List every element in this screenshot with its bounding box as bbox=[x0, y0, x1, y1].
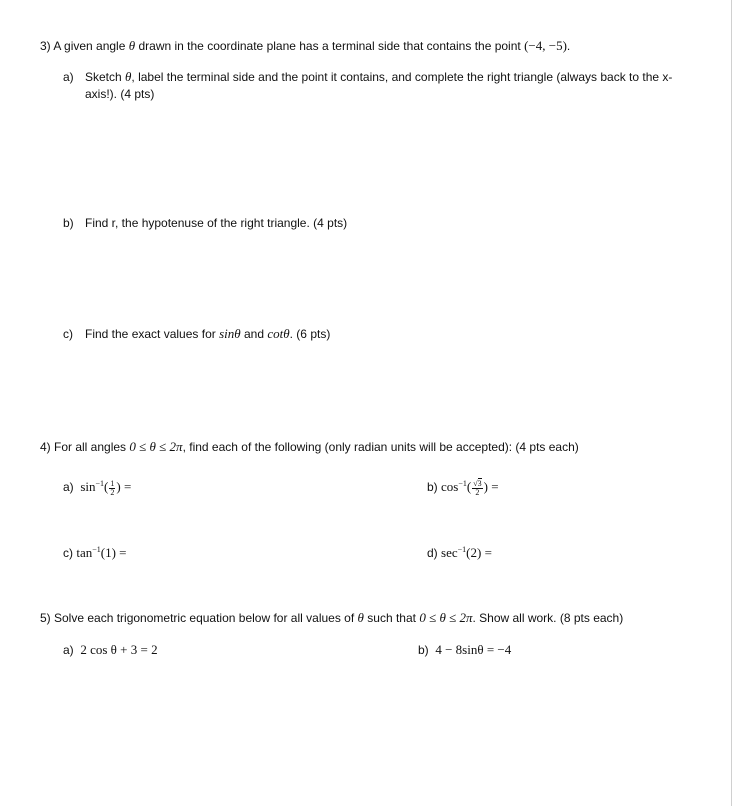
q5-theta: θ bbox=[357, 610, 364, 625]
q3-mid: drawn in the coordinate plane has a terminal side that contains the point bbox=[138, 39, 521, 53]
q5-suffix: . Show all work. (8 pts each) bbox=[472, 611, 624, 625]
q5-prefix: 5) Solve each trigonometric equation below for all values of bbox=[40, 611, 355, 625]
q4c-item bbox=[63, 545, 127, 561]
q3c-cot: cotθ bbox=[267, 326, 290, 341]
q4d-fn: sec bbox=[441, 545, 458, 560]
q3c-text bbox=[85, 326, 330, 342]
q3c-text2: . (6 pts) bbox=[289, 327, 331, 341]
q4b-den: 2 bbox=[475, 487, 480, 497]
q4c-arg: (1) bbox=[100, 545, 116, 560]
q4a-fraction bbox=[109, 480, 115, 497]
q3-stem bbox=[40, 38, 570, 54]
q4b-exp: −1 bbox=[458, 479, 467, 488]
q4a-den: 2 bbox=[110, 487, 115, 497]
q3a-label: a) bbox=[63, 70, 74, 84]
q4c-expr bbox=[76, 545, 126, 560]
q4a-item bbox=[63, 479, 131, 497]
q5a-item bbox=[63, 642, 158, 658]
q4d-eq: = bbox=[484, 545, 492, 560]
q4a-eq: = bbox=[123, 479, 132, 494]
q4d-label: d) bbox=[427, 546, 438, 560]
q3a-text2: , label the terminal side and the point it contains, and complete the right triangle (always back to the x- bbox=[131, 70, 673, 84]
q5b-item bbox=[418, 642, 511, 658]
q5b-label: b) bbox=[418, 643, 429, 657]
q4b-fn: cos bbox=[441, 479, 459, 494]
q4c-fn: tan bbox=[76, 545, 93, 560]
q3a-theta: θ bbox=[125, 69, 132, 84]
q4b-fraction bbox=[472, 480, 482, 497]
q3a-text-line2: axis!). (4 pts) bbox=[85, 87, 155, 101]
q3-prefix: 3) A given angle bbox=[40, 39, 126, 53]
q4-stem bbox=[40, 439, 579, 455]
q4d-expr bbox=[441, 545, 492, 560]
q4a-fn: sin bbox=[80, 479, 96, 494]
q4b-expr: $\cos^{-1}$( $\frac{√3}{2}$ ) = bbox=[441, 478, 499, 497]
q4b-label: b) bbox=[427, 480, 438, 494]
q4b-sqrt-arg: 3 bbox=[477, 478, 482, 488]
q4b-eq: = bbox=[491, 479, 499, 494]
q4c-exp: −1 bbox=[92, 545, 101, 554]
q3a-text1: Sketch bbox=[85, 70, 122, 84]
q4d-item bbox=[427, 545, 492, 561]
q5a-equation: 2 cos θ + 3 = 2 bbox=[80, 642, 158, 657]
q4a-exp: −1 bbox=[95, 479, 105, 488]
page-edge bbox=[731, 0, 732, 806]
q5-mid: such that bbox=[367, 611, 416, 625]
q4c-label: c) bbox=[63, 546, 73, 560]
q3c-sin: sinθ bbox=[219, 326, 241, 341]
q4-suffix: , find each of the following (only radian units will be accepted): (4 pts each) bbox=[182, 440, 579, 454]
q4a-label: a) bbox=[63, 480, 74, 494]
q4-range: 0 ≤ θ ≤ 2π bbox=[129, 439, 183, 454]
q3b-text: Find r, the hypotenuse of the right triangle. (4 pts) bbox=[85, 216, 348, 230]
q3-point: (−4, −5) bbox=[524, 38, 567, 53]
q3b-label: b) bbox=[63, 216, 74, 230]
q5-range: 0 ≤ θ ≤ 2π bbox=[419, 610, 473, 625]
q5a-label: a) bbox=[63, 643, 74, 657]
q5-stem bbox=[40, 610, 623, 626]
q4a-num: 1 bbox=[110, 478, 115, 488]
q4d-arg: (2) bbox=[466, 545, 482, 560]
q3c-label: c) bbox=[63, 327, 73, 341]
q4b-sqrt: √ bbox=[473, 478, 478, 488]
q3-end: . bbox=[566, 39, 571, 53]
q3-theta: θ bbox=[128, 38, 136, 53]
q3c-and: and bbox=[243, 327, 265, 341]
q4-prefix: 4) For all angles bbox=[40, 440, 127, 454]
q4a-expr: $\sin^{-1}$( $\frac{1}{2}$ ) = bbox=[80, 478, 132, 497]
q4b-item bbox=[427, 479, 499, 497]
q3c-text1: Find the exact values for bbox=[85, 327, 216, 341]
q4c-eq: = bbox=[119, 545, 127, 560]
q3a-text-line1 bbox=[85, 69, 672, 85]
q5b-equation: 4 − 8sinθ = −4 bbox=[435, 642, 512, 657]
q4d-exp: −1 bbox=[457, 545, 467, 554]
